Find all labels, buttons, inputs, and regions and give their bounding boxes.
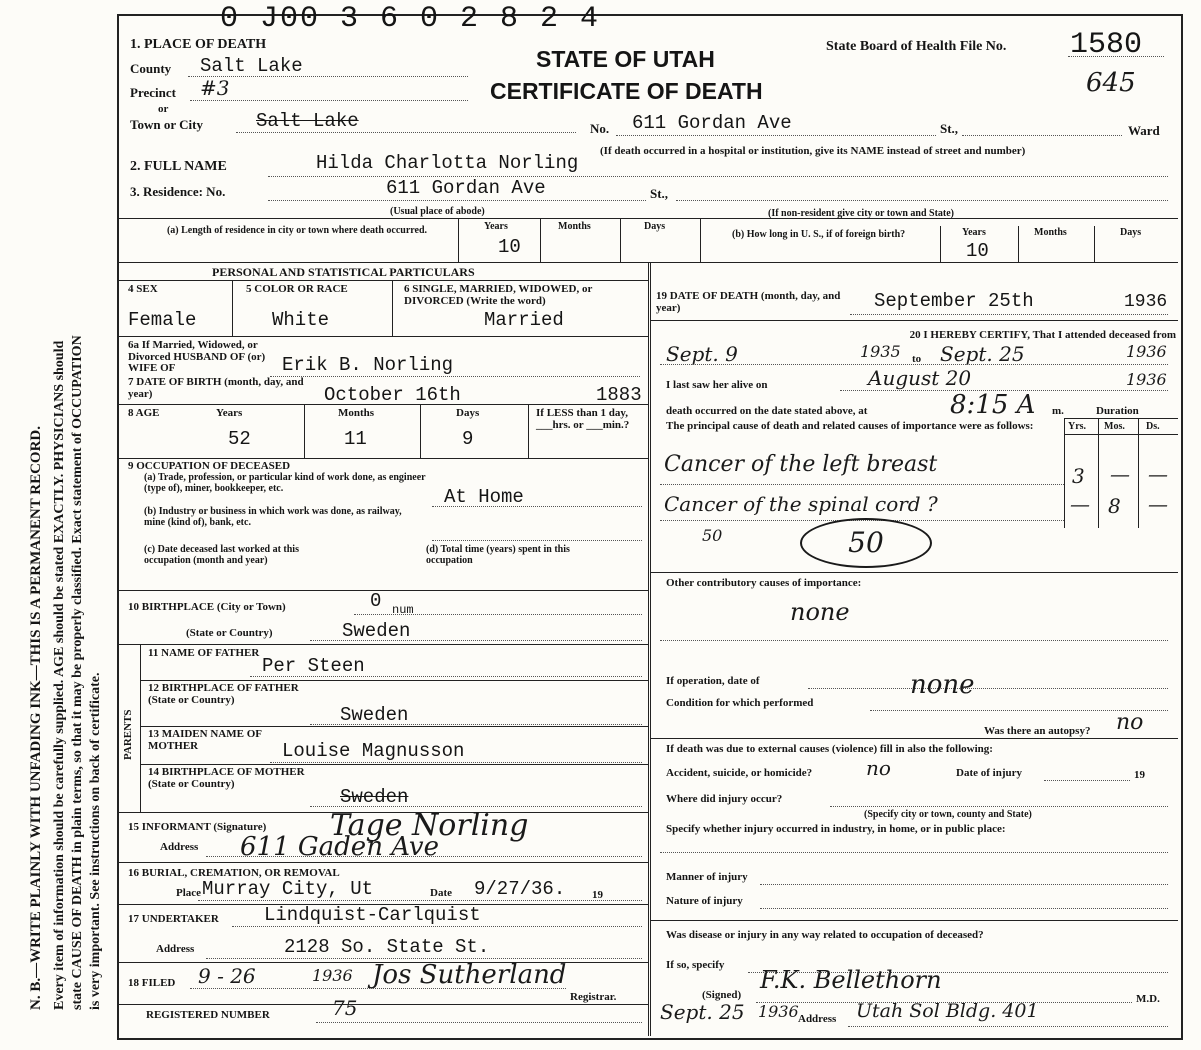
- occupation-related-label: Was disease or injury in any way related to occupation of deceased?: [666, 929, 984, 941]
- last-saw-value: August 20: [868, 366, 972, 390]
- death-time: 8:15 A: [950, 390, 1036, 420]
- abode-note: (Usual place of abode): [390, 206, 485, 217]
- operation-value: none: [910, 670, 975, 700]
- cause-code-small: 50: [702, 526, 723, 545]
- to-year: 1936: [1126, 342, 1167, 361]
- filed-year: 1936: [312, 966, 353, 985]
- county-value: Salt Lake: [200, 55, 303, 77]
- place-heading: 1. PLACE OF DEATH: [130, 37, 267, 52]
- side-note-line3: state CAUSE OF DEATH in plain terms, so that it may be properly classified. Exact statement of OCCUPATION: [70, 335, 85, 1010]
- mother-birthplace-label: 14 BIRTHPLACE OF MOTHER (State or Country): [148, 766, 305, 790]
- cause-1-ds: —: [1148, 462, 1168, 486]
- yrs-label: Yrs.: [1068, 421, 1087, 432]
- occupation-b-label: (b) Industry or business in which work was done, as railway, mine (kind of), bank, etc.: [144, 506, 402, 528]
- condition-label: Condition for which performed: [666, 697, 814, 709]
- circled-code-value: 50: [848, 526, 884, 559]
- cause-2-mos: 8: [1108, 494, 1121, 518]
- dob-year: 1883: [596, 384, 642, 406]
- age-months-label: Months: [338, 407, 375, 419]
- side-note-line2: Every item of information should be carefully supplied. AGE should be stated EXACTLY. PHYSICIANS should: [52, 340, 67, 1010]
- operation-label: If operation, date of: [666, 675, 760, 687]
- us-months-label: Months: [1034, 227, 1067, 238]
- birthplace-value: Sweden: [342, 620, 411, 642]
- signed-year: 1936: [758, 1002, 799, 1021]
- informant-address: 611 Gaden Ave: [240, 832, 439, 862]
- autopsy-value: no: [1116, 710, 1144, 735]
- attend-to: Sept. 25: [940, 342, 1025, 366]
- town-value: Salt Lake: [256, 110, 359, 132]
- husband-value: Erik B. Norling: [282, 354, 454, 376]
- filed-date: 9 - 26: [198, 964, 256, 988]
- father-birthplace-value: Sweden: [340, 704, 409, 726]
- age-months-value: 11: [344, 428, 367, 450]
- file-label: State Board of Health File No.: [826, 39, 1007, 54]
- residence-months-label: Months: [558, 221, 591, 232]
- burial-date-label: Date: [430, 887, 452, 899]
- ward-label: Ward: [1128, 123, 1160, 138]
- burial-date: 9/27/36.: [474, 878, 566, 900]
- principal-label: The principal cause of death and related causes of importance were as follows:: [666, 420, 1034, 432]
- cause-1-mos: —: [1110, 462, 1130, 486]
- personal-heading: PERSONAL AND STATISTICAL PARTICULARS: [212, 265, 475, 279]
- side-note-line4: is very important. See instructions on back of certificate.: [88, 672, 103, 1010]
- residence-st-label: St.,: [650, 186, 669, 201]
- mother-label: 13 MAIDEN NAME OF MOTHER: [148, 728, 262, 752]
- age-years-value: 52: [228, 428, 251, 450]
- undertaker-address-label: Address: [156, 943, 195, 955]
- residence-years-label: Years: [484, 221, 508, 232]
- informant-label: 15 INFORMANT (Signature): [128, 821, 267, 833]
- father-value: Per Steen: [262, 655, 365, 677]
- mother-birthplace-value: Sweden: [340, 786, 409, 808]
- length-label: (a) Length of residence in city or town where death occurred.: [166, 225, 428, 236]
- color-value: White: [272, 309, 330, 331]
- certificate-title: CERTIFICATE OF DEATH: [490, 78, 763, 104]
- marital-label: 6 SINGLE, MARRIED, WIDOWED, or DIVORCED (Write the word): [404, 283, 593, 307]
- last-saw-year: 1936: [1126, 370, 1167, 389]
- dob-value: October 16th: [324, 384, 461, 406]
- accident-value: no: [866, 756, 891, 780]
- other-causes-value: none: [790, 598, 850, 626]
- full-name-value: Hilda Charlotta Norling: [316, 152, 579, 174]
- us-days-label: Days: [1120, 227, 1142, 238]
- informant-address-label: Address: [160, 841, 199, 853]
- file-extra: 645: [1086, 68, 1136, 98]
- residence-days-label: Days: [644, 221, 666, 232]
- county-label: County: [130, 61, 172, 76]
- dod-year: 1936: [1124, 292, 1168, 312]
- last-saw-label: I last saw her alive on: [666, 379, 768, 391]
- side-note-line1: N. B.—WRITE PLAINLY WITH UNFADING INK—THIS IS A PERMANENT RECORD.: [28, 426, 44, 1010]
- signed-date: Sept. 25: [660, 1000, 745, 1024]
- to-label: to: [912, 353, 922, 365]
- registrar-signature: Jos Sutherland: [372, 960, 567, 990]
- injury-year-label: 19: [1134, 769, 1145, 781]
- cause-1: Cancer of the left breast: [664, 452, 938, 477]
- cause-2: Cancer of the spinal cord ?: [664, 492, 938, 516]
- age-label: 8 AGE: [128, 407, 160, 419]
- us-years-value: 10: [966, 240, 989, 262]
- burial-place-label: Place: [176, 887, 202, 899]
- sex-label: 4 SEX: [128, 283, 158, 295]
- certify-label: 20 I HEREBY CERTIFY, That I attended deceased from: [909, 329, 1176, 341]
- color-label: 5 COLOR OR RACE: [246, 283, 348, 295]
- place-address: 611 Gordan Ave: [632, 112, 792, 134]
- state-title: STATE OF UTAH: [536, 46, 715, 72]
- injury-date-label: Date of injury: [956, 767, 1022, 779]
- burial-place: Murray City, Ut: [202, 878, 374, 900]
- sex-value: Female: [128, 309, 197, 331]
- duration-label: Duration: [1096, 405, 1139, 417]
- dod-label: 19 DATE OF DEATH (month, day, and year): [656, 290, 841, 314]
- husband-label: 6a If Married, Widowed, or Divorced HUSBAND OF (or) WIFE OF: [128, 339, 266, 375]
- physician-signature: F.K. Bellethorn: [760, 966, 942, 994]
- specify-place-label: Specify whether injury occurred in industry, in home, or in public place:: [666, 823, 1006, 835]
- mother-value: Louise Magnusson: [282, 740, 465, 762]
- less-label: If LESS than 1 day, ___hrs. or ___min.?: [536, 407, 630, 431]
- or-label: or: [158, 103, 169, 115]
- mos-label: Mos.: [1104, 421, 1125, 432]
- file-number: 1580: [1070, 28, 1143, 62]
- dob-label: 7 DATE OF BIRTH (month, day, and year): [128, 376, 304, 400]
- burial-label: 16 BURIAL, CREMATION, OR REMOVAL: [128, 867, 340, 879]
- physician-address-label: Address: [798, 1013, 837, 1025]
- registrar-label: Registrar.: [570, 991, 617, 1003]
- birthplace-state-label: (State or Country): [186, 627, 273, 639]
- where-injury-label: Where did injury occur?: [666, 793, 783, 805]
- nonres-note: (If non-resident give city or town and State): [768, 208, 955, 219]
- manner-label: Manner of injury: [666, 871, 748, 883]
- registered-number: 75: [332, 996, 358, 1020]
- town-label: Town or City: [130, 117, 203, 132]
- residence-value: 611 Gordan Ave: [386, 177, 546, 199]
- undertaker-label: 17 UNDERTAKER: [128, 913, 219, 925]
- residence-years-value: 10: [498, 236, 521, 258]
- other-causes-label: Other contributory causes of importance:: [666, 577, 862, 589]
- birthplace-city: 0: [370, 590, 382, 612]
- marital-value: Married: [484, 309, 564, 331]
- precinct-label: Precinct: [130, 85, 176, 100]
- burial-year-suffix: 19: [592, 889, 603, 901]
- hospital-note: (If death occurred in a hospital or institution, give its NAME instead of street and number): [600, 145, 1026, 157]
- filed-label: 18 FILED: [128, 977, 176, 989]
- accident-label: Accident, suicide, or homicide?: [666, 767, 813, 779]
- father-label: 11 NAME OF FATHER: [148, 647, 260, 659]
- external-causes-label: If death was due to external causes (violence) fill in also the following:: [666, 743, 993, 755]
- residence-label: 3. Residence: No.: [130, 184, 226, 199]
- precinct-value: #3: [200, 76, 230, 100]
- death-time-label: death occurred on the date stated above, at: [666, 405, 868, 417]
- occupation-value: At Home: [444, 486, 524, 508]
- registered-number-label: REGISTERED NUMBER: [146, 1009, 270, 1021]
- physician-address: Utah Sol Bldg. 401: [856, 1000, 1039, 1022]
- us-label: (b) How long in U. S., if of foreign birth?: [732, 229, 906, 240]
- m-label: m.: [1052, 405, 1064, 417]
- ds-label: Ds.: [1146, 421, 1160, 432]
- specify-city-label: (Specify city or town, county and State): [864, 809, 1032, 820]
- us-years-label: Years: [962, 227, 986, 238]
- age-years-label: Years: [216, 407, 243, 419]
- age-days-value: 9: [462, 428, 474, 450]
- occupation-d-label: (d) Total time (years) spent in this occupation: [426, 544, 570, 566]
- st-label: St.,: [940, 121, 959, 136]
- autopsy-label: Was there an autopsy?: [984, 725, 1091, 737]
- father-birthplace-label: 12 BIRTHPLACE OF FATHER (State or Country): [148, 682, 299, 706]
- full-name-label: 2. FULL NAME: [130, 159, 227, 174]
- attend-from: Sept. 9: [666, 342, 738, 366]
- occupation-a-label: (a) Trade, profession, or particular kind of work done, as engineer (type of), miner, bookkeeper, etc.: [144, 472, 426, 494]
- informant-signature: Tage Norling: [330, 808, 529, 843]
- dod-value: September 25th: [874, 290, 1034, 312]
- from-year: 1935: [860, 342, 901, 361]
- nature-label: Nature of injury: [666, 895, 743, 907]
- undertaker-name: Lindquist-Carlquist: [264, 904, 481, 926]
- circled-code: [800, 518, 932, 568]
- md-label: M.D.: [1136, 993, 1160, 1005]
- age-days-label: Days: [456, 407, 480, 419]
- signed-label: (Signed): [702, 989, 742, 1001]
- undertaker-address: 2128 So. State St.: [284, 936, 490, 958]
- address-no-label: No.: [590, 121, 610, 136]
- cause-1-yrs: 3: [1072, 464, 1085, 488]
- parents-side-label: PARENTS: [122, 709, 134, 760]
- birthplace-city-2: num: [392, 603, 414, 617]
- serial-number: 0 J00 3 6 0 2 8 2 4: [220, 2, 601, 36]
- cause-2-yrs: —: [1070, 492, 1090, 516]
- if-so-label: If so, specify: [666, 959, 725, 971]
- occupation-heading: 9 OCCUPATION OF DECEASED: [128, 460, 291, 472]
- birthplace-label: 10 BIRTHPLACE (City or Town): [128, 601, 286, 613]
- cause-2-ds: —: [1148, 492, 1168, 516]
- occupation-c-label: (c) Date deceased last worked at this occupation (month and year): [144, 544, 299, 566]
